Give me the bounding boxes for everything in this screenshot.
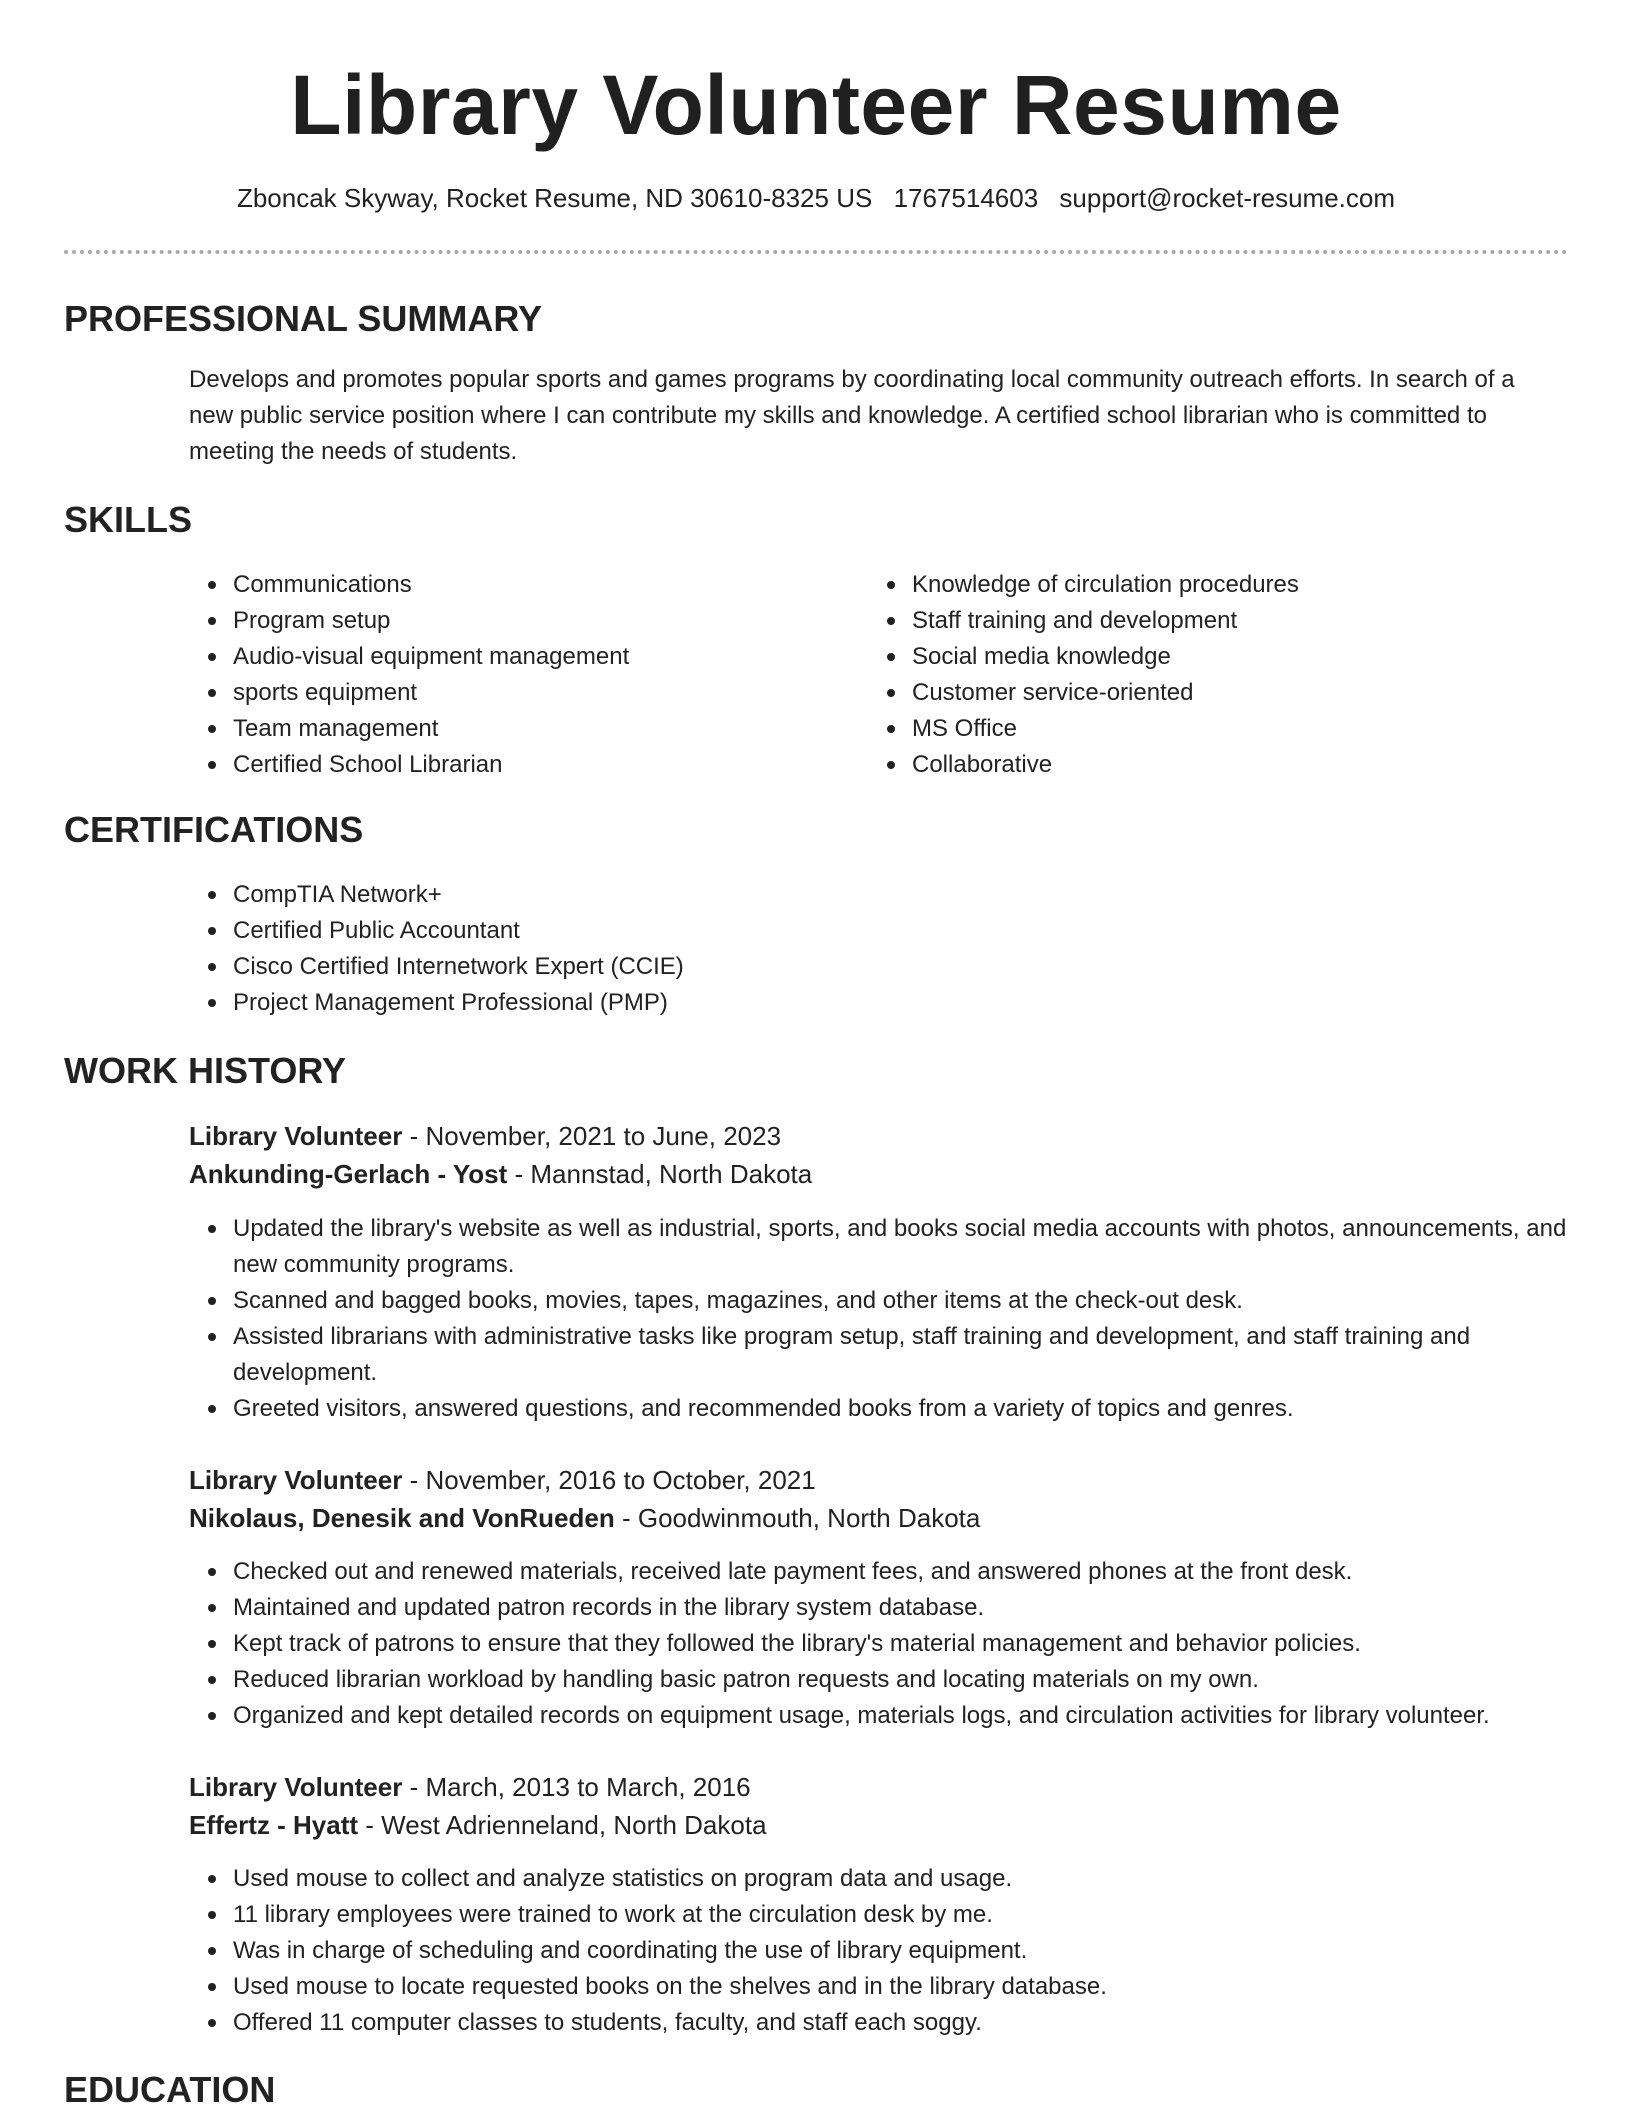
job-location: - Goodwinmouth, North Dakota — [614, 1503, 981, 1533]
job-duties-list — [189, 1554, 1632, 1734]
contact-line — [0, 180, 1632, 216]
certification-item: Project Management Professional (PMP) — [233, 985, 1533, 1021]
work-history-heading: WORK HISTORY — [64, 1050, 347, 1091]
job-duty: Was in charge of scheduling and coordinating the use of library equipment. — [233, 1933, 1588, 1969]
education-heading: EDUCATION — [64, 2069, 276, 2110]
header-divider — [64, 250, 1568, 254]
job-company: Ankunding-Gerlach - Yost — [189, 1159, 508, 1189]
certification-item: CompTIA Network+ — [233, 877, 1533, 913]
skill-item: Staff training and development — [912, 603, 1572, 639]
job-duty: Used mouse to collect and analyze statistics on program data and usage. — [233, 1861, 1588, 1897]
job-title-line — [189, 1768, 751, 1806]
job-location: - West Adrienneland, North Dakota — [358, 1810, 767, 1840]
resume-title: Library Volunteer Resume — [290, 58, 1342, 152]
skill-item: Social media knowledge — [912, 639, 1572, 675]
job-duty: Used mouse to locate requested books on the shelves and in the library database. — [233, 1969, 1588, 2005]
job-duty: Reduced librarian workload by handling basic patron requests and locating materials on my own. — [233, 1662, 1632, 1698]
job-location: - Mannstad, North Dakota — [507, 1159, 813, 1189]
skills-list-left — [189, 567, 853, 783]
job-company: Nikolaus, Denesik and VonRueden — [189, 1503, 615, 1533]
job-company-line — [189, 1806, 767, 1844]
job-duty: Kept track of patrons to ensure that they followed the library's material management and behavior policies. — [233, 1626, 1632, 1662]
skill-item: Audio-visual equipment management — [233, 639, 853, 675]
job-duties-list — [189, 1861, 1588, 2041]
job-duty: Offered 11 computer classes to students, faculty, and staff each soggy. — [233, 2005, 1588, 2041]
job-duty: 11 library employees were trained to work at the circulation desk by me. — [233, 1897, 1588, 1933]
job-duty: Maintained and updated patron records in the library system database. — [233, 1590, 1632, 1626]
job-title: Library Volunteer — [189, 1121, 403, 1151]
contact-email: support@rocket-resume.com — [1059, 183, 1396, 213]
skill-item: Knowledge of circulation procedures — [912, 567, 1572, 603]
skill-item: Communications — [233, 567, 853, 603]
contact-phone: 1767514603 — [893, 183, 1039, 213]
job-duty: Scanned and bagged books, movies, tapes, magazines, and other items at the check-out desk. — [233, 1283, 1588, 1319]
skills-heading: SKILLS — [64, 499, 193, 540]
skill-item: Team management — [233, 711, 853, 747]
job-title: Library Volunteer — [189, 1465, 403, 1495]
job-duty: Updated the library's website as well as industrial, sports, and books social media accounts with photos, announcements, and new community programs. — [233, 1211, 1588, 1283]
job-company: Effertz - Hyatt — [189, 1810, 359, 1840]
job-dates: - March, 2013 to March, 2016 — [402, 1772, 751, 1802]
skill-item: Collaborative — [912, 747, 1572, 783]
skill-item: MS Office — [912, 711, 1572, 747]
summary-heading: PROFESSIONAL SUMMARY — [64, 298, 543, 339]
job-title-line — [189, 1117, 781, 1155]
certification-item: Certified Public Accountant — [233, 913, 1533, 949]
job-dates: - November, 2021 to June, 2023 — [402, 1121, 782, 1151]
summary-text: Develops and promotes popular sports and games programs by coordinating local community outreach efforts. In search of a new public service position where I can contribute my skills and knowledge. A certified school librarian who is committed to meeting the needs of students. — [189, 366, 1515, 465]
job-company-line — [189, 1499, 980, 1537]
job-duty: Checked out and renewed materials, received late payment fees, and answered phones at the front desk. — [233, 1554, 1632, 1590]
certifications-list — [189, 877, 1533, 1021]
skill-item: Customer service-oriented — [912, 675, 1572, 711]
certifications-heading: CERTIFICATIONS — [64, 809, 364, 850]
certification-item: Cisco Certified Internetwork Expert (CCIE) — [233, 949, 1533, 985]
skill-item: Program setup — [233, 603, 853, 639]
job-title-line — [189, 1461, 816, 1499]
job-duty: Assisted librarians with administrative tasks like program setup, staff training and development, and staff training and development. — [233, 1319, 1588, 1391]
job-company-line — [189, 1155, 812, 1193]
job-dates: - November, 2016 to October, 2021 — [402, 1465, 816, 1495]
job-duty: Organized and kept detailed records on equipment usage, materials logs, and circulation activities for library volunteer. — [233, 1698, 1632, 1734]
job-title: Library Volunteer — [189, 1772, 403, 1802]
skills-list-right — [868, 567, 1572, 783]
job-duty: Greeted visitors, answered questions, and recommended books from a variety of topics and genres. — [233, 1391, 1588, 1427]
skill-item: sports equipment — [233, 675, 853, 711]
skill-item: Certified School Librarian — [233, 747, 853, 783]
job-duties-list — [189, 1211, 1588, 1427]
contact-address: Zboncak Skyway, Rocket Resume, ND 30610-8325 US — [236, 183, 873, 213]
